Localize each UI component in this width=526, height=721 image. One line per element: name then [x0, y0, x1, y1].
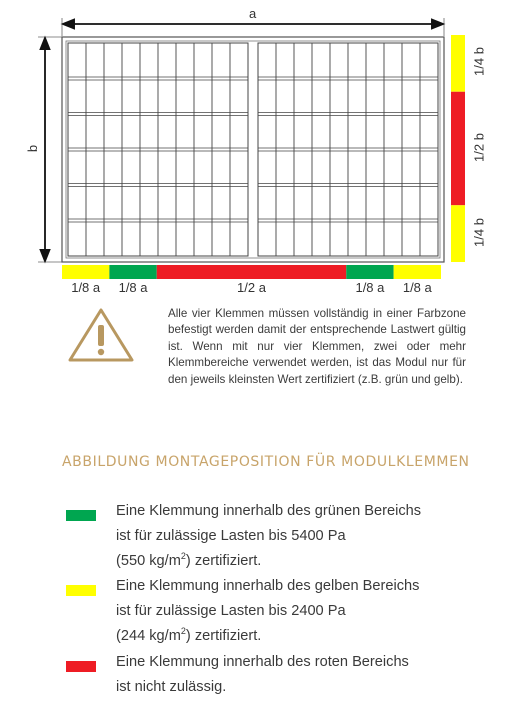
legend-line: ist nicht zulässig. — [116, 679, 227, 695]
solar-module-diagram — [0, 0, 526, 300]
dimension-a-label: a — [249, 6, 257, 21]
legend-line: (550 $kg/m^2$) zertifiziert. — [116, 551, 262, 569]
figure-caption: ABBILDUNG MONTAGEPOSITION FÜR MODULKLEMMEN — [62, 454, 470, 470]
legend-text — [116, 650, 476, 700]
side-zone-bar — [451, 35, 465, 262]
bottom-zone-label: 1/8 a — [118, 280, 148, 295]
legend-text — [116, 574, 476, 649]
bottom-zone-bar — [62, 265, 441, 279]
warning-note — [66, 302, 476, 432]
side-zone-2 — [451, 92, 465, 206]
legend-swatch — [66, 585, 96, 596]
side-zone-label: 1/4 b — [471, 217, 487, 247]
legend-swatch — [66, 661, 96, 672]
bottom-zone-5 — [394, 265, 441, 279]
warning-triangle-icon — [66, 306, 136, 364]
bottom-zone-label: 1/8 a — [402, 280, 432, 295]
legend-line: (244 $kg/m^2$) zertifiziert. — [116, 626, 262, 644]
bottom-zone-label: 1/2 a — [237, 280, 266, 295]
side-zone-1 — [451, 35, 465, 92]
legend-line: Eine Klemmung innerhalb des grünen Bereichs — [116, 503, 422, 519]
bottom-zone-1 — [62, 265, 109, 279]
bottom-zone-3 — [157, 265, 347, 279]
legend-line: Eine Klemmung innerhalb des roten Bereichs — [116, 654, 409, 670]
legend-line: ist für zulässige Lasten bis 5400 Pa — [116, 528, 346, 544]
bottom-zone-2 — [109, 265, 156, 279]
legend-line: Eine Klemmung innerhalb des gelben Bereichs — [116, 578, 420, 594]
module-drawing — [0, 0, 526, 300]
dimension-b-label: b — [25, 144, 41, 153]
side-zone-label: 1/4 b — [471, 47, 487, 77]
bottom-zone-4 — [346, 265, 393, 279]
side-zone-3 — [451, 205, 465, 262]
side-zone-label: 1/2 b — [471, 132, 487, 162]
legend-swatch — [66, 510, 96, 521]
bottom-zone-label: 1/8 a — [355, 280, 385, 295]
warning-text: Alle vier Klemmen müssen vollständig in einer Farbzone befestigt werden damit der entsprechende Lastwert gültig ist. Wenn mit nur vier Klemmen, zwei oder mehr Klemmbereiche verwendet werden, ist das Modul nur für den jeweils kleinsten Wert zertifiziert (z.B. grün und gelb). — [168, 307, 466, 386]
legend-text — [116, 499, 476, 574]
module-frame — [62, 37, 444, 262]
legend-line: ist für zulässige Lasten bis 2400 Pa — [116, 603, 346, 619]
bottom-zone-label: 1/8 a — [71, 280, 101, 295]
